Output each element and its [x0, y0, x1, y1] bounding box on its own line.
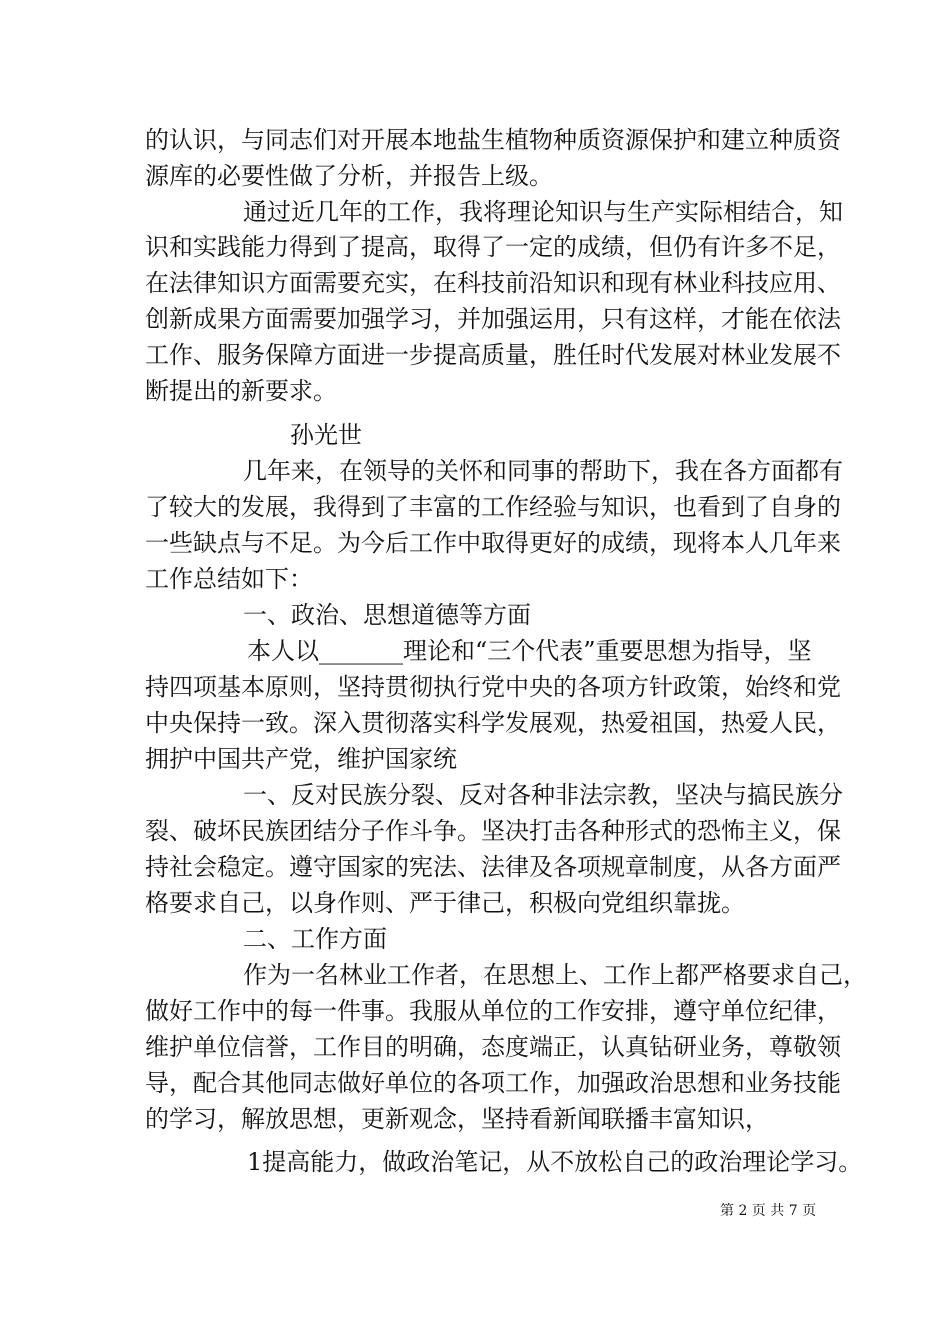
section-heading-2: 二、工作方面: [243, 925, 387, 953]
text-line-1: 的认识，与同志们对开展本地盐生植物种质资源保护和建立种质资: [145, 126, 841, 154]
page-number-footer: 第 2 页 共 7 页: [720, 1203, 817, 1219]
text-line-11: 了较大的发展，我得到了丰富的工作经验与知识，也看到了自身的: [145, 493, 841, 521]
text-line-2: 源库的必要性做了分析，并报告上级。: [145, 162, 553, 190]
text-line-4: 识和实践能力得到了提高，取得了一定的成绩，但仍有许多不足，: [145, 233, 841, 261]
text-line-15: 本人以_______理论和“三个代表”重要思想为指导，坚: [247, 637, 812, 665]
text-line-5: 在法律知识方面需要充实，在科技前沿知识和现有林业科技应用、: [145, 269, 841, 297]
text-line-22: 格要求自己，以身作则、严于律己，积极向党组织靠拢。: [145, 889, 745, 917]
text-line-19: 一、反对民族分裂、反对各种非法宗教，坚决与搞民族分: [243, 781, 843, 809]
text-line-18: 拥护中国共产党，维护国家统: [145, 745, 457, 773]
text-line-8: 断提出的新要求。: [145, 377, 337, 405]
text-line-7: 工作、服务保障方面进一步提高质量，胜任时代发展对林业发展不: [145, 341, 841, 369]
text-line-12: 一些缺点与不足。为今后工作中取得更好的成绩，现将本人几年来: [145, 529, 841, 557]
text-line-28: 的学习，解放思想，更新观念，坚持看新闻联播丰富知识，: [145, 1105, 769, 1133]
text-line-10: 几年来，在领导的关怀和同事的帮助下，我在各方面都有: [243, 457, 843, 485]
text-line-25: 做好工作中的每一件事。我服从单位的工作安排，遵守单位纪律，: [145, 997, 841, 1025]
text-line-17: 中央保持一致。深入贯彻落实科学发展观，热爱祖国，热爱人民，: [145, 709, 841, 737]
text-line-21: 持社会稳定。遵守国家的宪法、法律及各项规章制度，从各方面严: [145, 853, 841, 881]
text-line-6: 创新成果方面需要加强学习，并加强运用，只有这样，才能在依法: [145, 305, 841, 333]
text-line-16: 持四项基本原则，坚持贯彻执行党中央的各项方针政策，始终和党: [145, 673, 841, 701]
text-line-27: 导，配合其他同志做好单位的各项工作，加强政治思想和业务技能: [145, 1069, 841, 1097]
author-name: 孙光世: [290, 421, 362, 449]
text-line-26: 维护单位信誉，工作目的明确，态度端正，认真钻研业务，尊敬领: [145, 1033, 841, 1061]
text-line-3: 通过近几年的工作，我将理论知识与生产实际相结合，知: [243, 198, 843, 226]
section-heading-1: 一、政治、思想道德等方面: [243, 601, 531, 629]
text-line-24: 作为一名林业工作者，在思想上、工作上都严格要求自己，: [243, 961, 867, 989]
text-line-13: 工作总结如下：: [145, 565, 313, 593]
text-line-20: 裂、破坏民族团结分子作斗争。坚决打击各种形式的恐怖主义，保: [145, 817, 841, 845]
text-line-29: 1提高能力，做政治笔记，从不放松自己的政治理论学习。: [247, 1148, 863, 1176]
